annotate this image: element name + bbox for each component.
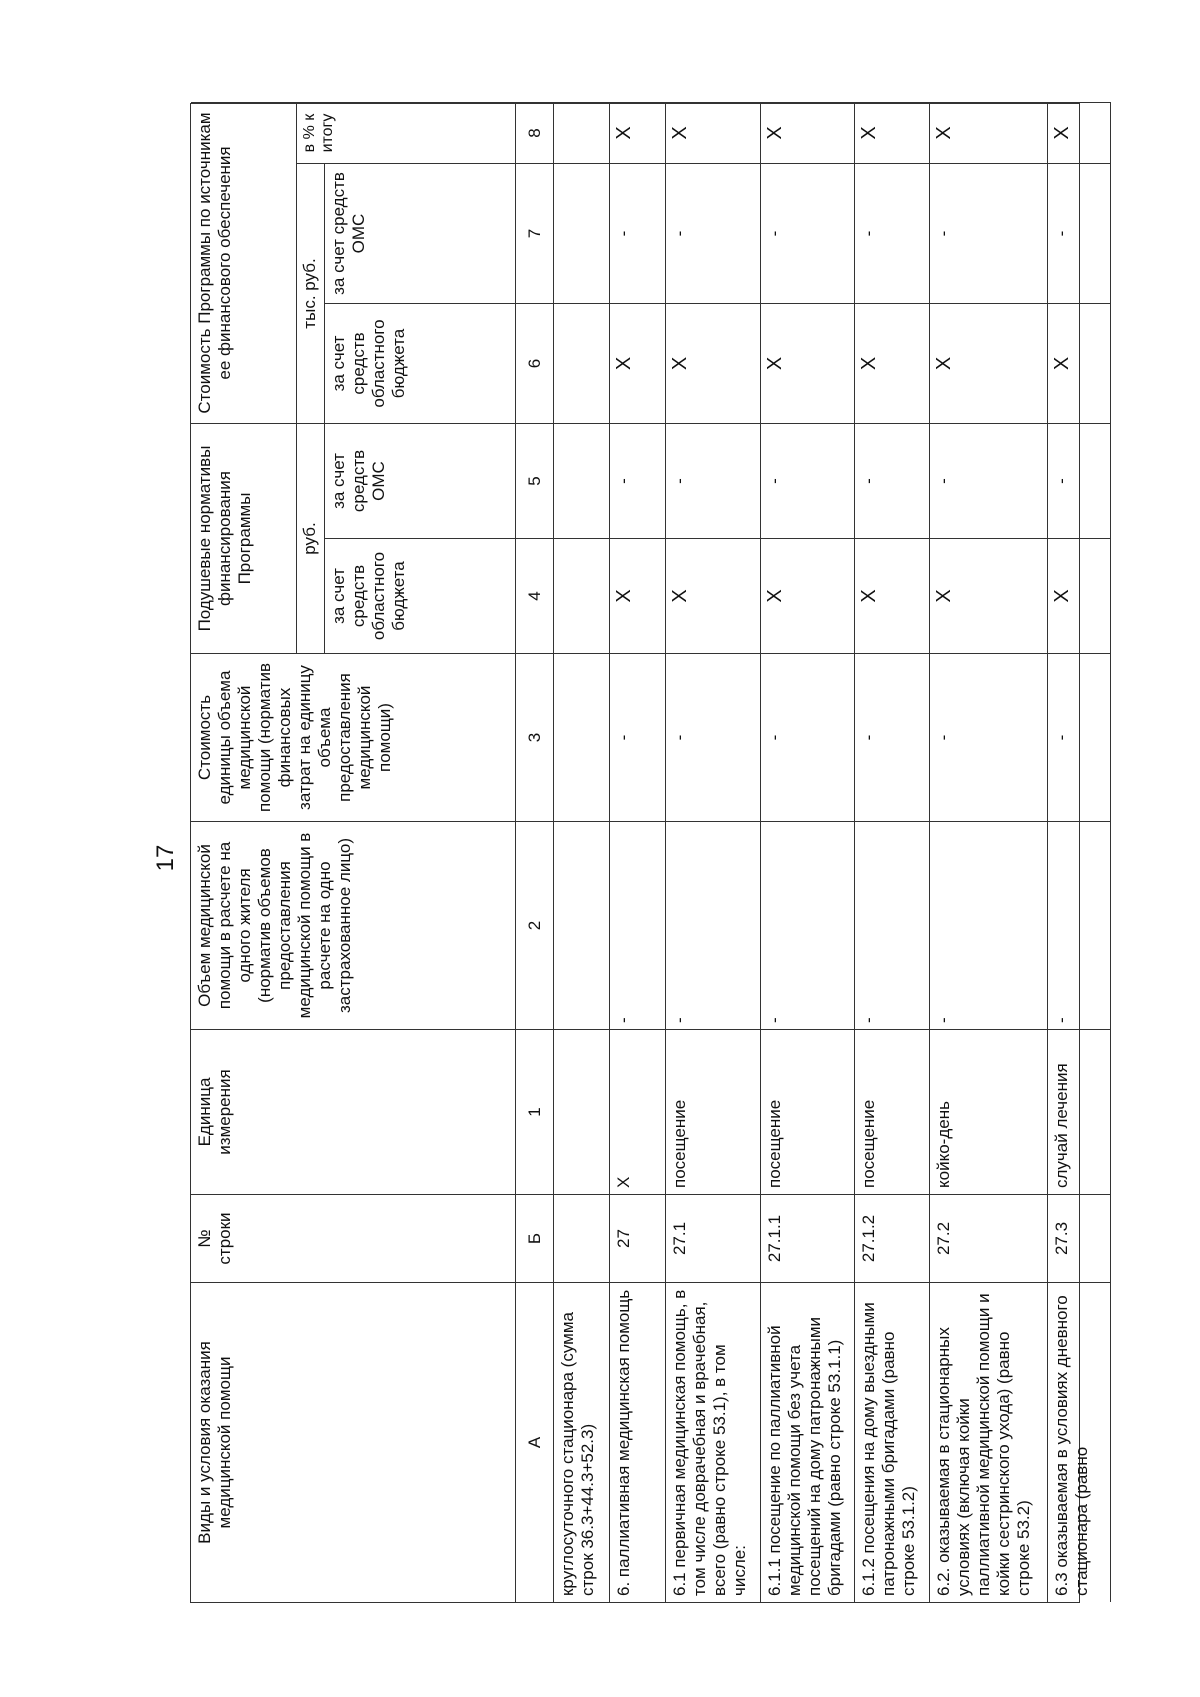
num-col-6: 6 xyxy=(516,303,554,423)
table-cell-a: 6. паллиативная медицинская помощь xyxy=(610,1282,666,1602)
page-number: 17 xyxy=(152,844,179,872)
table-cell-c1 xyxy=(554,1029,610,1194)
table-cell-c5: - xyxy=(930,423,1048,538)
table-cell-c1: посещение xyxy=(666,1029,761,1194)
table-cell-c3: - xyxy=(761,653,855,821)
header-col-a: Виды и условия оказания медицинской помощи xyxy=(191,1282,516,1602)
data-table xyxy=(190,103,1091,1603)
num-col-4: 4 xyxy=(516,538,554,653)
table-cell-b: 27.1 xyxy=(666,1194,761,1282)
table-cell-c8: Х xyxy=(1048,102,1111,163)
table-cell-c7: - xyxy=(1048,163,1111,303)
num-col-1: 1 xyxy=(516,1029,554,1194)
table-cell-a: 6.3 оказываемая в условиях дневного стационара (равно xyxy=(1048,1282,1111,1602)
table-cell-c5: - xyxy=(666,423,761,538)
table-cell-a: 6.1 первичная медицинская помощь, в том числе доврачебная и врачебная, всего (равно строке 53.1), в том числе: xyxy=(666,1282,761,1602)
header-group-45: Подушевые нормативы финансирования Программы xyxy=(191,423,297,653)
table-cell-c8: Х xyxy=(610,102,666,163)
header-col-3: Стоимость единицы объема медицинской помощи (норматив финансовых затрат на единицу объема предоставления медицинской помощи) xyxy=(191,653,516,821)
table-cell-c2: - xyxy=(666,821,761,1029)
table-cell-c1: посещение xyxy=(761,1029,855,1194)
table-cell-b: 27.1.1 xyxy=(761,1194,855,1282)
table-cell-c6: Х xyxy=(761,303,855,423)
table-cell-c4: Х xyxy=(610,538,666,653)
table-cell-c4: Х xyxy=(761,538,855,653)
table-cell-a: 6.1.1 посещение по паллиативной медицинской помощи без учета посещений на дому патронажными бригадами (равно строке 53.1.1) xyxy=(761,1282,855,1602)
num-col-3: 3 xyxy=(516,653,554,821)
header-col-2: Объем медицинской помощи в расчете на одного жителя (норматив объемов предоставления медицинской помощи в расчете на одно застрахованное лицо) xyxy=(191,821,516,1029)
table-cell-c5: - xyxy=(1048,423,1111,538)
table-cell-c4: Х xyxy=(1048,538,1111,653)
table-cell-c4 xyxy=(554,538,610,653)
table-cell-c4: Х xyxy=(930,538,1048,653)
table-cell-c7 xyxy=(554,163,610,303)
table-cell-a: 6.1.2 посещения на дому выездными патронажными бригадами (равно строке 53.1.2) xyxy=(855,1282,930,1602)
header-col-b: № строки xyxy=(191,1194,516,1282)
table-cell-c4: Х xyxy=(855,538,930,653)
table-cell-a: 6.2. оказываемая в стационарных условиях (включая койки паллиативной медицинской помощи и койки сестринского ухода) (равно строке 53.2) xyxy=(930,1282,1048,1602)
header-col-4: за счет средств областного бюджета xyxy=(325,538,516,653)
header-unit-67: тыс. руб. xyxy=(297,163,325,423)
table-cell-c8: Х xyxy=(855,102,930,163)
table-cell-c6: Х xyxy=(930,303,1048,423)
table-cell-c1: случай лечения xyxy=(1048,1029,1111,1194)
header-col-1: Единица измерения xyxy=(191,1029,516,1194)
table-cell-c5: - xyxy=(855,423,930,538)
table-cell-c2: - xyxy=(855,821,930,1029)
table-cell-b: 27.1.2 xyxy=(855,1194,930,1282)
table-cell-c7: - xyxy=(610,163,666,303)
table-cell-c7: - xyxy=(666,163,761,303)
header-col-5: за счет средств ОМС xyxy=(325,423,516,538)
header-group-678: Стоимость Программы по источникам ее финансового обеспечения xyxy=(191,102,297,423)
header-col-7: за счет средств ОМС xyxy=(325,163,516,303)
table-cell-c1: Х xyxy=(610,1029,666,1194)
table-cell-b: 27 xyxy=(610,1194,666,1282)
header-col-6: за счет средств областного бюджета xyxy=(325,303,516,423)
table-cell-c8: Х xyxy=(761,102,855,163)
table-cell-c8 xyxy=(554,102,610,163)
table-cell-c1: посещение xyxy=(855,1029,930,1194)
rotated-table-wrapper xyxy=(190,103,1091,1603)
table-cell-c2: - xyxy=(1048,821,1111,1029)
table-cell-c2: - xyxy=(610,821,666,1029)
table-cell-c6: Х xyxy=(1048,303,1111,423)
table-cell-c3: - xyxy=(930,653,1048,821)
num-col-5: 5 xyxy=(516,423,554,538)
table-cell-c7: - xyxy=(855,163,930,303)
num-col-2: 2 xyxy=(516,821,554,1029)
num-col-b: Б xyxy=(516,1194,554,1282)
table-cell-c3: - xyxy=(1048,653,1111,821)
table-cell-c5: - xyxy=(761,423,855,538)
table-cell-c2: - xyxy=(930,821,1048,1029)
num-col-a: А xyxy=(516,1282,554,1602)
table-cell-c1: койко-день xyxy=(930,1029,1048,1194)
table-cell-c8: Х xyxy=(930,102,1048,163)
table-cell-c6: Х xyxy=(855,303,930,423)
table-cell-c3: - xyxy=(855,653,930,821)
table-cell-c2 xyxy=(554,821,610,1029)
table-cell-c4: Х xyxy=(666,538,761,653)
header-col-8: в % к итогу xyxy=(297,102,516,163)
table-cell-c3 xyxy=(554,653,610,821)
header-unit-45: руб. xyxy=(297,423,325,653)
table-cell-c7: - xyxy=(930,163,1048,303)
table-cell-c5 xyxy=(554,423,610,538)
table-cell-b: 27.2 xyxy=(930,1194,1048,1282)
table-cell-c2: - xyxy=(761,821,855,1029)
table-cell-c5: - xyxy=(610,423,666,538)
table-cell-b xyxy=(554,1194,610,1282)
table-cell-c8: Х xyxy=(666,102,761,163)
table-cell-c6 xyxy=(554,303,610,423)
table-cell-c6: Х xyxy=(666,303,761,423)
num-col-7: 7 xyxy=(516,163,554,303)
table-cell-b: 27.3 xyxy=(1048,1194,1111,1282)
table-cell-a: круглосуточного стационара (сумма строк 36.3+44.3+52.3) xyxy=(554,1282,610,1602)
table-cell-c6: Х xyxy=(610,303,666,423)
table-cell-c3: - xyxy=(666,653,761,821)
num-col-8: 8 xyxy=(516,102,554,163)
table-cell-c7: - xyxy=(761,163,855,303)
table-cell-c3: - xyxy=(610,653,666,821)
